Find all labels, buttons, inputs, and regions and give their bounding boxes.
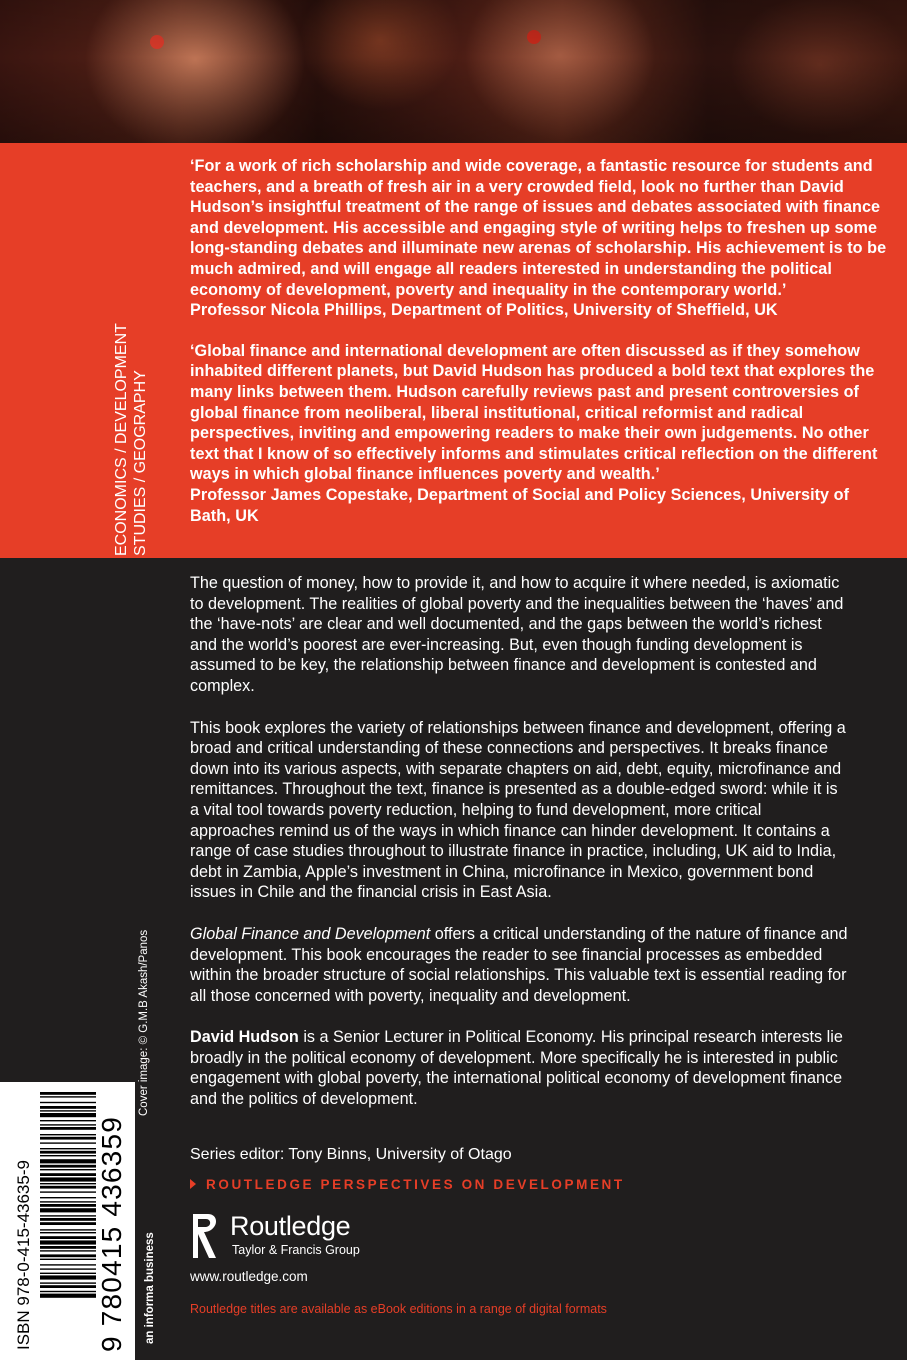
- description-paragraph: This book explores the variety of relationships between finance and development, offering a broad and critical understanding of these connections and perspectives. It breaks finance down into its various aspects, with separate chapters on aid, debt, equity, microfinance and remittances. Throughout the text, finance is presented as a double-edged sword: while it is a vital tool towards poverty reduction, helping to fund development, more critical approaches remind us of the ways in which finance can hinder development. It contains a range of case studies throughout to illustrate finance in practice, including, UK aid to India, debt in Zambia, Apple’s investment in China, microfinance in Mexico, government bond issues in Chile and the financial crisis in East Asia.: [190, 718, 846, 902]
- category-line-2: STUDIES / GEOGRAPHY: [132, 370, 149, 556]
- barcode-bar: [40, 1127, 96, 1130]
- barcode-bar: [40, 1291, 96, 1292]
- endorsements: [190, 156, 890, 526]
- barcode-bar: [40, 1250, 96, 1251]
- barcode-bar: [40, 1236, 96, 1239]
- barcode-bar: [40, 1232, 96, 1233]
- barcode-bar: [40, 1169, 96, 1170]
- description-paragraph: The question of money, how to provide it, and how to acquire it where needed, is axiomatic to development. The realities of global poverty and the inequalities between the ‘haves’ and the ‘have-nots’ are clear and well documented, and the gaps between the world’s richest and the world’s poorest are ever-increasing. But, even though funding development is assumed to be key, the relationship between finance and development is contested and complex.: [190, 574, 844, 695]
- author-bio: David Hudson is a Senior Lecturer in Political Economy. His principal research interests lie broadly in the political economy of development. More specifically he is interested in public engagement with global poverty, the international political economy of development finance and the politics of development.: [190, 1028, 843, 1109]
- quote-attribution: Professor James Copestake, Department of Social and Policy Sciences, University of Bath, UK: [190, 485, 850, 525]
- barcode-bar: [40, 1264, 96, 1265]
- cover-photo: [0, 0, 907, 143]
- barcode-bar: [40, 1124, 96, 1125]
- barcode-bar: [40, 1151, 96, 1154]
- publisher-name: Routledge: [230, 1211, 351, 1241]
- routledge-r-icon: [190, 1212, 220, 1262]
- book-description: [190, 573, 850, 1131]
- barcode-bar: [40, 1282, 96, 1283]
- publisher-group: Taylor & Francis Group: [232, 1243, 360, 1257]
- barcode-bar: [40, 1148, 96, 1149]
- publisher-logo: [190, 1212, 390, 1264]
- barcode-bar: [40, 1240, 96, 1244]
- book-title: Global Finance and Development: [190, 924, 431, 943]
- isbn-digits: 9 780415 436359: [96, 1116, 127, 1352]
- author-name: David Hudson: [190, 1028, 299, 1047]
- barcode-bar: [40, 1137, 96, 1140]
- barcode-bar: [40, 1285, 96, 1288]
- barcode-bar: [40, 1254, 96, 1257]
- quote-text: ‘For a work of rich scholarship and wide coverage, a fantastic resource for students and teachers, and a breath of fresh air in a very crowded field, look no further than David Hudson’s insightful treatment of the range of issues and debates associated with finance and development. His accessible and engaging style of writing helps to freshen up some long-standing debates and illuminate new arenas of scholarship. His achievement is to be much admired, and will engage all readers interested in understanding the political economy of development, poverty and inequality in the contemporary world.’: [190, 157, 887, 299]
- barcode-bar: [40, 1186, 96, 1189]
- barcode-bar: [40, 1229, 96, 1230]
- isbn-barcode: [0, 1082, 135, 1360]
- barcode-bar: [40, 1183, 96, 1184]
- ebook-note: Routledge titles are available as eBook editions in a range of digital formats: [190, 1302, 607, 1316]
- triangle-arrow-icon: [190, 1179, 196, 1189]
- barcode-bar: [40, 1218, 96, 1221]
- barcode-bar: [40, 1273, 96, 1274]
- barcode-bars: [40, 1090, 96, 1352]
- barcode-bar: [40, 1110, 96, 1111]
- barcode-bar: [40, 1113, 96, 1117]
- barcode-bar: [40, 1155, 96, 1156]
- barcode-bar: [40, 1177, 96, 1181]
- subject-category: [112, 156, 176, 556]
- category-line-1: ECONOMICS / DEVELOPMENT: [113, 323, 130, 556]
- barcode-bar: [40, 1134, 96, 1135]
- photo-shade: [0, 0, 907, 143]
- quote-attribution: Professor Nicola Phillips, Department of Politics, University of Sheffield, UK: [190, 301, 778, 320]
- barcode-bar: [40, 1092, 96, 1095]
- barcode-bar: [40, 1275, 96, 1279]
- barcode-bar: [40, 1159, 96, 1163]
- description-paragraph: Global Finance and Development offers a critical understanding of the nature of finance and development. This book encourages the reader to see financial processes as embedded within the broader structure of social relationships. This valuable text is essential reading for all those concerned with poverty, inequality and development.: [190, 924, 848, 1005]
- barcode-bar: [40, 1120, 96, 1121]
- informa-business: an informa business: [144, 1232, 156, 1344]
- barcode-bar: [40, 1102, 96, 1103]
- barcode-bar: [40, 1222, 96, 1225]
- barcode-bar: [40, 1142, 96, 1143]
- barcode-bar: [40, 1197, 96, 1198]
- series-editor: Series editor: Tony Binns, University of Otago: [190, 1146, 512, 1163]
- barcode-bar: [40, 1208, 96, 1212]
- quote-text: ‘Global finance and international development are often discussed as if they somehow inhabited different planets, but David Hudson has produced a bold text that explores the many links between them. Hudson carefully reviews past and present controversies of global finance from neoliberal, liberal institutional, critical reformist and radical perspectives, inviting and empowering readers to make their own judgements. No other text that I know of so effectively informs and stimulates critical reflection on the different ways in which global finance influences poverty and wealth.’: [190, 341, 878, 484]
- barcode-bar: [40, 1294, 96, 1298]
- series-name: ROUTLEDGE PERSPECTIVES ON DEVELOPMENT: [190, 1177, 625, 1192]
- barcode-bar: [40, 1165, 96, 1168]
- barcode-bar: [40, 1191, 96, 1192]
- isbn-label: ISBN 978-0-415-43635-9: [14, 1160, 33, 1350]
- barcode-bar: [40, 1268, 96, 1269]
- publisher-website: www.routledge.com: [190, 1269, 308, 1284]
- cover-image-credit: Cover image: © G.M.B Akash/Panos: [138, 929, 150, 1116]
- barcode-bar: [40, 1106, 96, 1109]
- barcode-bar: [40, 1096, 96, 1097]
- barcode-bar: [40, 1215, 96, 1216]
- barcode-bar: [40, 1204, 96, 1207]
- barcode-bar: [40, 1246, 96, 1249]
- barcode-bar: [40, 1173, 96, 1176]
- barcode-bar: [40, 1259, 96, 1260]
- barcode-bar: [40, 1201, 96, 1202]
